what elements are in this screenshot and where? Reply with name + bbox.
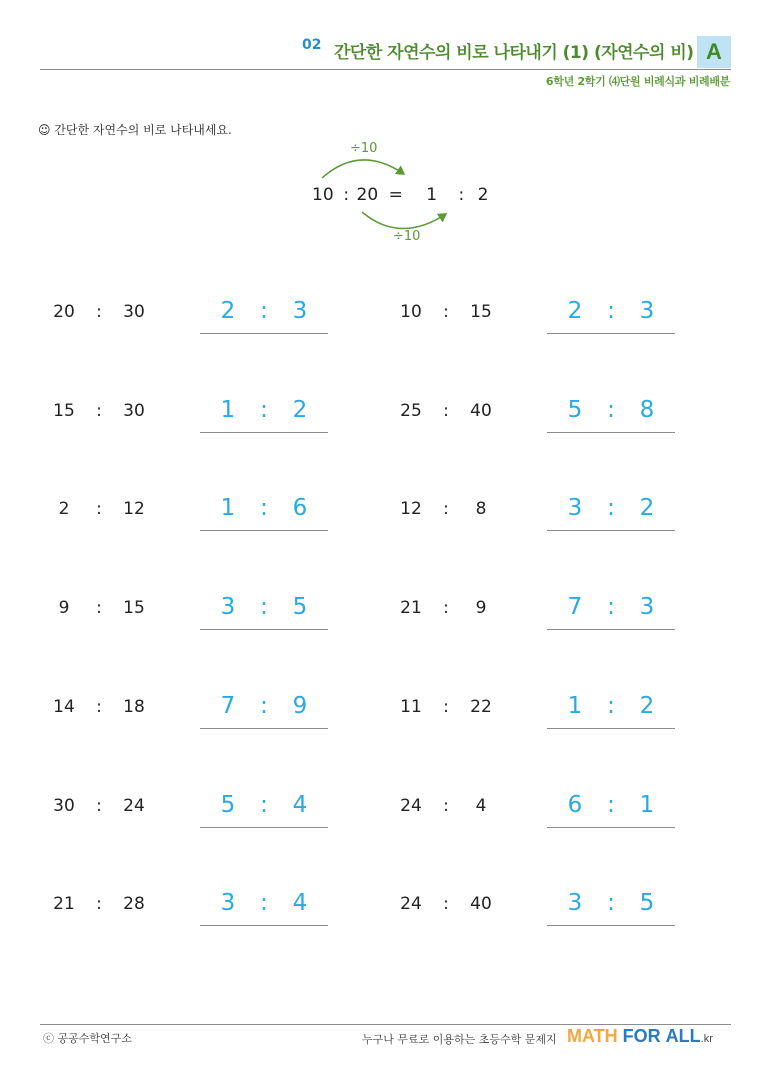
example-right-a: 1 <box>426 185 438 205</box>
problem-item <box>387 495 717 539</box>
answer-ratio <box>547 397 675 427</box>
answer-ratio <box>547 693 675 723</box>
problem-term-b: 28 <box>123 894 145 914</box>
problem-colon: : <box>96 598 102 618</box>
answer-term-a: 1 <box>220 495 236 521</box>
answer-term-b: 2 <box>639 495 655 521</box>
answer-colon: : <box>260 792 268 818</box>
problem-term-a: 9 <box>58 598 70 618</box>
answer-term-b: 4 <box>292 792 308 818</box>
answer-ratio <box>200 495 328 525</box>
problem-item <box>387 397 717 441</box>
instruction-text: ☺ 간단한 자연수의 비로 나타내세요. <box>38 123 232 137</box>
problem-term-b: 15 <box>470 302 492 322</box>
example-equation <box>312 185 488 205</box>
problem-term-b: 15 <box>123 598 145 618</box>
example-colon-1: : <box>343 185 350 205</box>
answer-underline <box>547 530 675 531</box>
answer-colon: : <box>260 495 268 521</box>
problem-term-b: 12 <box>123 499 145 519</box>
answer-ratio <box>547 890 675 920</box>
problem-item <box>387 792 717 836</box>
problem-term-a: 2 <box>58 499 70 519</box>
problem-term-a: 25 <box>400 401 422 421</box>
example-box <box>300 138 489 248</box>
problem-item <box>40 298 370 342</box>
problem-colon: : <box>96 499 102 519</box>
answer-ratio <box>547 298 675 328</box>
problem-term-b: 24 <box>123 796 145 816</box>
answer-term-a: 1 <box>567 693 583 719</box>
page-title: 간단한 자연수의 비로 나타내기 (1) (자연수의 비) <box>334 43 694 63</box>
problem-term-a: 15 <box>53 401 75 421</box>
problem-colon: : <box>443 598 449 618</box>
problem-term-b: 40 <box>470 401 492 421</box>
problem-colon: : <box>96 796 102 816</box>
answer-ratio <box>200 594 328 624</box>
footer-divider <box>40 1024 731 1025</box>
example-right-b: 2 <box>477 185 489 205</box>
answer-term-a: 3 <box>220 890 236 916</box>
problem-term-b: 18 <box>123 697 145 717</box>
top-arrow <box>322 160 404 178</box>
unit-subtitle: 6학년 2학기 ⑷단원 비례식과 비례배분 <box>545 75 730 88</box>
answer-colon: : <box>607 397 615 423</box>
problem-item <box>387 890 717 934</box>
example-top-label: ÷10 <box>350 141 378 156</box>
answer-term-a: 3 <box>567 495 583 521</box>
problem-term-a: 12 <box>400 499 422 519</box>
problem-term-a: 24 <box>400 894 422 914</box>
problem-term-a: 11 <box>400 697 422 717</box>
brand-math: MATH <box>567 1026 618 1046</box>
footer-copyright: ⓒ 공공수학연구소 <box>43 1032 132 1045</box>
answer-colon: : <box>260 397 268 423</box>
answer-term-a: 3 <box>567 890 583 916</box>
example-colon-2: : <box>458 185 465 205</box>
problem-colon: : <box>96 302 102 322</box>
problem-term-a: 21 <box>400 598 422 618</box>
answer-colon: : <box>607 495 615 521</box>
problem-term-b: 8 <box>475 499 487 519</box>
example-left-a: 10 <box>312 185 334 205</box>
answer-term-b: 3 <box>292 298 308 324</box>
answer-colon: : <box>260 890 268 916</box>
problem-term-a: 21 <box>53 894 75 914</box>
problem-item <box>387 594 717 638</box>
brand-for: FOR <box>622 1026 661 1046</box>
answer-term-b: 4 <box>292 890 308 916</box>
problem-term-b: 9 <box>475 598 487 618</box>
answer-ratio <box>547 594 675 624</box>
answer-ratio <box>547 495 675 525</box>
answer-colon: : <box>260 693 268 719</box>
problem-colon: : <box>96 401 102 421</box>
answer-colon: : <box>607 693 615 719</box>
problem-item <box>40 693 370 737</box>
problem-colon: : <box>443 894 449 914</box>
answer-ratio <box>200 693 328 723</box>
brand-logo <box>567 1026 713 1047</box>
brand-kr: .kr <box>700 1033 713 1045</box>
example-bottom-label: ÷10 <box>393 229 421 244</box>
answer-term-b: 6 <box>292 495 308 521</box>
problem-colon: : <box>96 894 102 914</box>
problem-term-b: 4 <box>475 796 487 816</box>
answer-term-b: 1 <box>639 792 655 818</box>
problem-item <box>40 792 370 836</box>
answer-underline <box>200 432 328 433</box>
answer-ratio <box>200 792 328 822</box>
answer-term-b: 3 <box>639 594 655 620</box>
brand-all: ALL <box>665 1026 701 1046</box>
problem-item <box>40 890 370 934</box>
bottom-arrow <box>362 212 446 229</box>
worksheet-number: 02 <box>302 37 322 53</box>
answer-underline <box>200 530 328 531</box>
problem-term-a: 14 <box>53 697 75 717</box>
answer-underline <box>547 827 675 828</box>
answer-underline <box>547 728 675 729</box>
answer-colon: : <box>607 890 615 916</box>
problem-term-b: 30 <box>123 302 145 322</box>
level-badge: A <box>697 36 731 68</box>
answer-underline <box>547 925 675 926</box>
answer-term-a: 2 <box>567 298 583 324</box>
header-divider <box>40 69 731 70</box>
answer-ratio <box>547 792 675 822</box>
answer-underline <box>547 432 675 433</box>
answer-ratio <box>200 397 328 427</box>
answer-term-a: 2 <box>220 298 236 324</box>
problem-term-a: 30 <box>53 796 75 816</box>
answer-term-a: 6 <box>567 792 583 818</box>
problem-term-b: 22 <box>470 697 492 717</box>
problem-colon: : <box>443 401 449 421</box>
problem-term-b: 40 <box>470 894 492 914</box>
answer-underline <box>200 925 328 926</box>
answer-term-b: 5 <box>292 594 308 620</box>
answer-term-a: 5 <box>220 792 236 818</box>
answer-term-a: 3 <box>220 594 236 620</box>
problem-colon: : <box>96 697 102 717</box>
answer-term-b: 2 <box>292 397 308 423</box>
answer-ratio <box>200 890 328 920</box>
problem-item <box>40 594 370 638</box>
answer-underline <box>547 333 675 334</box>
answer-underline <box>200 728 328 729</box>
answer-underline <box>200 629 328 630</box>
answer-colon: : <box>260 298 268 324</box>
problem-item <box>40 397 370 441</box>
problem-item <box>387 693 717 737</box>
problem-colon: : <box>443 302 449 322</box>
answer-ratio <box>200 298 328 328</box>
answer-term-b: 2 <box>639 693 655 719</box>
answer-term-a: 7 <box>220 693 236 719</box>
answer-underline <box>200 827 328 828</box>
answer-term-a: 1 <box>220 397 236 423</box>
answer-colon: : <box>607 594 615 620</box>
answer-term-b: 9 <box>292 693 308 719</box>
answer-colon: : <box>260 594 268 620</box>
answer-term-b: 5 <box>639 890 655 916</box>
answer-colon: : <box>607 792 615 818</box>
problem-term-a: 20 <box>53 302 75 322</box>
example-equals: = <box>388 185 403 205</box>
answer-term-b: 3 <box>639 298 655 324</box>
problem-term-b: 30 <box>123 401 145 421</box>
example-left-b: 20 <box>356 185 379 205</box>
answer-colon: : <box>607 298 615 324</box>
problem-item <box>40 495 370 539</box>
answer-term-b: 8 <box>639 397 655 423</box>
problem-colon: : <box>443 697 449 717</box>
problem-colon: : <box>443 499 449 519</box>
answer-term-a: 7 <box>567 594 583 620</box>
footer-tagline: 누구나 무료로 이용하는 초등수학 문제지 <box>362 1033 557 1046</box>
problem-term-a: 10 <box>400 302 422 322</box>
answer-underline <box>200 333 328 334</box>
answer-underline <box>547 629 675 630</box>
problem-item <box>387 298 717 342</box>
problem-term-a: 24 <box>400 796 422 816</box>
problem-colon: : <box>443 796 449 816</box>
answer-term-a: 5 <box>567 397 583 423</box>
